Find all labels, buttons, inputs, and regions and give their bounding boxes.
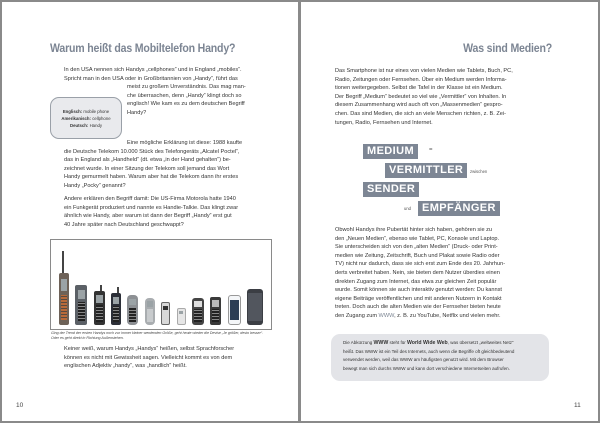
keypad [129, 308, 136, 322]
text-line: Andere erklären den Begriff damit: Die US-Firma Motorola hatte 1940 [64, 196, 236, 202]
phone-icon [161, 302, 170, 325]
left-para-1 [64, 66, 284, 83]
phone-icon [210, 297, 221, 325]
info-line [343, 339, 537, 348]
tag-medium: MEDIUM [363, 144, 418, 159]
translation-label: Englisch: [62, 108, 83, 114]
text-line: die Deutsche Telekom 10.000 Stück des Telefongeräts „Alcatel Poctel“, [64, 148, 240, 155]
text-line: eigene Beiträge veröffentlichen und mit anderen Nutzern in Kontakt [335, 295, 502, 302]
smartphone-icon [228, 295, 241, 325]
keypad [113, 306, 119, 321]
figure-caption [51, 331, 281, 341]
text-line: In den USA nennen sich Handys „cellphones“ und in England „mobiles“. [64, 67, 242, 73]
label-zwischen: zwischen [470, 169, 488, 174]
screen [163, 306, 168, 311]
text-line: tungen, Radio, Fernsehen und Internet. [335, 119, 433, 126]
text-line: zeichnet wurde. In einer Sitzung der Telekom soll jemand das Wort [64, 165, 230, 172]
text-line: englisch! Wie kam es zu dem deutschen Begriff [127, 101, 245, 108]
text-line: TV) nicht nur dadurch, dass sie sich erst zum Ende des 20. Jahrhun- [335, 261, 506, 268]
label-und: und [404, 206, 411, 211]
screen [147, 301, 153, 307]
text-line: Handy? [127, 109, 147, 116]
antenna [62, 251, 64, 273]
screen [96, 295, 103, 302]
screen [179, 311, 184, 314]
keypad [147, 309, 153, 322]
translation-row [61, 115, 110, 122]
screen [61, 279, 67, 290]
text-line: Spricht man in den USA oder in Großbritannien von „Handy“, führt das [64, 75, 238, 82]
translation-value: Handy [89, 122, 102, 128]
page-number-left: 10 [16, 402, 24, 409]
text-line: das in England als „Handheld“ (dt. etwa „in der Hand gehalten“) be- [64, 157, 231, 164]
www-highlight: WWW [378, 312, 395, 319]
text-line: Handy „Pocky“ genannt? [64, 182, 126, 189]
phone-icon [177, 308, 186, 325]
info-line: heißt. Das WWW ist ein Teil des Internets, auch wenn die Begriffe oft gleichbedeutend [343, 348, 515, 354]
text-line: ähnlich wie Handy, aber warum ist dann der Begriff „Handy“ erst gut [64, 213, 232, 220]
text-line: Radio, Zeitungen oder Fernsehen. Über ein Medium werden Informa- [335, 76, 507, 83]
phone-evolution-image [50, 239, 272, 330]
keypad [61, 295, 67, 320]
text-line: den „Neuen Medien“, ebenso wie Tablet, PC, Konsole und Laptop. [335, 235, 500, 242]
text-fragment: Die Abkürzung [343, 340, 374, 345]
info-line: verwendet werden, weil das WWW am häufigsten genutzt wird. Mit dem Browser [343, 357, 504, 363]
text-line: derts verbreitet haben. Nein, sie bieten dem Nutzer überdies einen [335, 269, 500, 276]
left-para-1-wrap [127, 83, 287, 117]
text-fragment: , was übersetzt „weltweites Netz“ [447, 340, 514, 345]
equals-sign: = [429, 147, 433, 153]
left-para-3 [64, 195, 289, 229]
translation-box [50, 97, 122, 139]
text-line: treten. Doch auch die alten Medien wie der Fernseher bieten heute [335, 304, 501, 311]
text-line: medien wie Zeitung, Zeitschrift, Buch und Plakat sowie Radio oder [335, 252, 500, 259]
text-line: wurde. Somit können sie auch interaktiv genutzt werden: Du kannst [335, 287, 502, 294]
right-page-heading: Was sind Medien? [463, 41, 552, 55]
text-line: che überraschen, denn „Handy“ klingt doch so [127, 92, 242, 99]
page-number-right: 11 [574, 402, 581, 409]
info-line: bewegt man sich durchs WWW und kann dort verschiedene Internetseiten aufrufen. [343, 365, 510, 371]
left-para-2-start [127, 139, 287, 148]
www-info-box [331, 334, 549, 381]
phone-icon [192, 298, 204, 325]
term-world-wide-web: World Wide Web [407, 340, 448, 346]
text-line: Das Smartphone ist nur eines von vielen Medien wie Tablets, Buch, PC, [335, 68, 513, 74]
text-line: Sie unterscheiden sich von den „alten Medien“ (Druck- oder Print- [335, 244, 498, 251]
phone-icon [145, 298, 155, 325]
text-line: direkten Zugang zum Internet, das etwa zur gleichen Zeit populär [335, 278, 497, 285]
screen [230, 300, 239, 320]
right-page [301, 2, 598, 421]
caption-line: Oder es geht direkt in Richtung Außenstehen. [51, 336, 124, 340]
text-line [335, 312, 560, 321]
text-line: können es nicht mit Gewissheit sagen. Vielleicht kommt es von dem [64, 354, 233, 361]
text-fragment: steht für [388, 340, 407, 345]
left-para-4 [64, 345, 289, 371]
phone-icon [127, 295, 138, 325]
tag-sender: SENDER [363, 182, 419, 197]
keypad [212, 309, 219, 322]
phone-icon [94, 291, 105, 325]
text-line: Obwohl Handys ihre Pubertät hinter sich haben, gehören sie zu [335, 227, 493, 233]
antenna [117, 287, 119, 293]
phone-icon [75, 285, 87, 325]
text-line: chen. Das sind Medien, die sich an viele Menschen richten, z. B. Zei- [335, 110, 507, 117]
translation-label: Deutsch: [69, 122, 89, 128]
screen [129, 299, 136, 306]
text-line: diesem Zusammenhang wird auch oft von „Massenmedien“ gespro- [335, 102, 503, 109]
text-fragment: den Zugang zum [335, 312, 379, 319]
right-para-1 [335, 67, 560, 127]
tag-vermittler: VERMITTLER [385, 163, 467, 178]
text-line: Der Begriff „Medium“ bedeutet so viel wie „Vermittler“ von Inhalten. In [335, 93, 507, 100]
translation-row [70, 122, 102, 129]
screen [248, 293, 262, 321]
phones-row [59, 249, 263, 325]
translation-label: Amerikanisch: [61, 115, 91, 121]
phone-icon [59, 273, 69, 325]
keypad [78, 302, 86, 321]
text-fragment: , z. B. zu YouTube, Netflix und vielen mehr. [394, 312, 501, 319]
screen [194, 301, 202, 307]
medium-definition-graphic [361, 139, 531, 227]
caption-line: Ging der Trend der ersten Handys noch zur immer kleiner werdenden Größe, geht heute wieder die Devise „Je größer, desto besser“. [51, 331, 264, 335]
left-page [2, 2, 298, 421]
smartphone-icon [247, 289, 263, 325]
text-line: ein Funkgerät produziert und nannte es Handie-Talkie. Das klingt zwar [64, 204, 239, 211]
keypad [96, 305, 103, 321]
screen [78, 290, 86, 299]
term-www: WWW [373, 340, 389, 346]
text-line: Keiner weiß, warum Handys „Handys“ heißen, selbst Sprachforscher [64, 346, 235, 352]
phone-icon [111, 293, 121, 325]
translation-value: cellphone [92, 115, 111, 121]
left-para-2 [64, 148, 289, 191]
text-line: Eine mögliche Erklärung ist diese: 1988 kaufte [127, 140, 243, 146]
keypad [194, 309, 202, 322]
left-page-heading: Warum heißt das Mobiltelefon Handy? [50, 41, 236, 55]
tag-empfaenger: EMPFÄNGER [418, 201, 500, 216]
text-line: Handy gemurmelt haben. Warum aber hat die Telekom dann ihr erstes [64, 174, 239, 181]
text-line: englischen Adjektiv „handy“, was „handlich“ heißt. [64, 363, 187, 370]
text-line: 40 Jahre später nach Deutschland geschwappt? [64, 221, 184, 228]
antenna [100, 285, 102, 291]
screen [113, 297, 119, 304]
translation-value: mobile phone [83, 108, 110, 114]
right-para-2 [335, 226, 560, 321]
text-line: meist zu großem Unverständnis. Das mag man- [127, 84, 246, 90]
translation-row [63, 108, 109, 115]
text-line: tionen weitergegeben. Selbst die Tafel in der Klasse ist ein Medium. [335, 85, 503, 92]
screen [212, 300, 219, 306]
